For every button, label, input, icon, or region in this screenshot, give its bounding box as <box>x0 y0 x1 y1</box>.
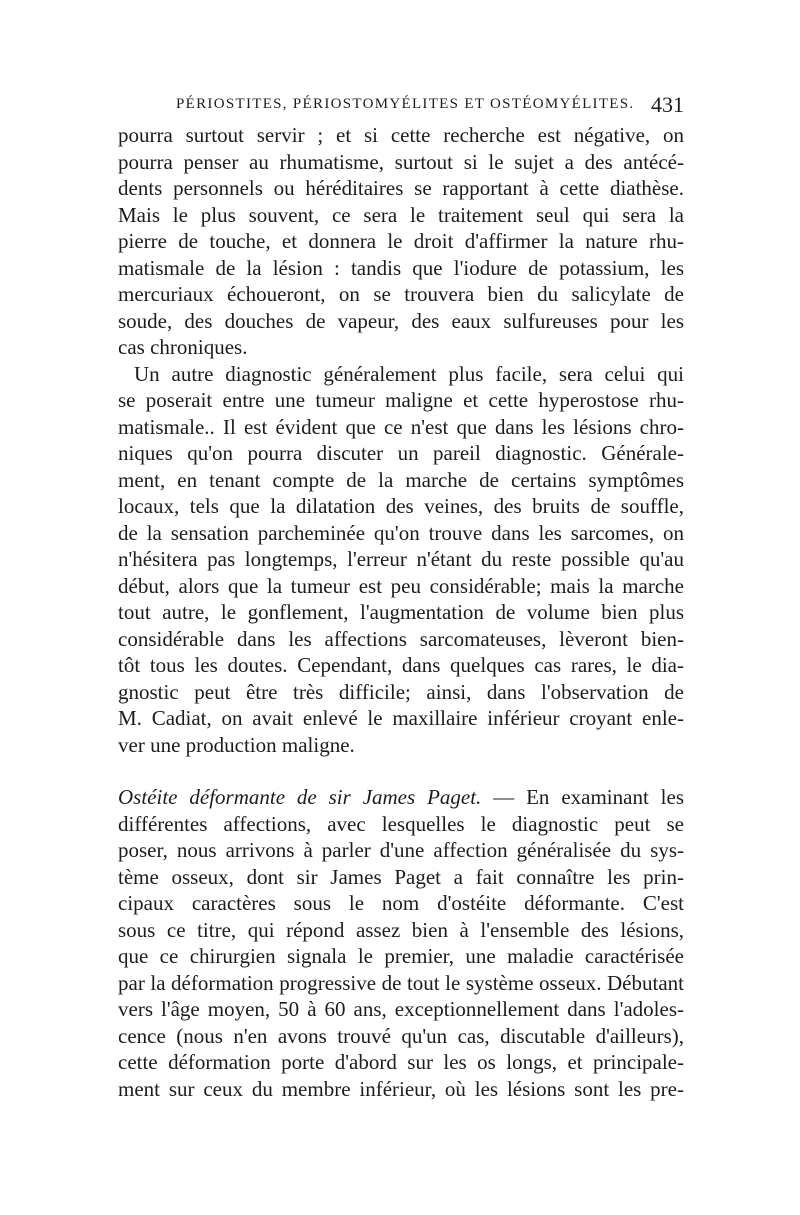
text-line: matismale de la lésion : tandis que l'iodure de potassium, les <box>118 255 684 280</box>
text-line: ment, en tenant compte de la marche de certains symptômes <box>118 467 684 492</box>
text-line: Mais le plus souvent, ce sera le traitement seul qui sera la <box>118 202 684 227</box>
text-line: ment sur ceux du membre inférieur, où les lésions sont les pre- <box>118 1076 684 1101</box>
paragraph-rheumatism <box>118 122 684 361</box>
text-line: cence (nous n'en avons trouvé qu'un cas, discutable d'ailleurs), <box>118 1023 684 1048</box>
text-line: pierre de touche, et donnera le droit d'affirmer la nature rhu- <box>118 229 684 253</box>
text-line: cas chroniques. <box>118 335 248 359</box>
text-line: ver une production maligne. <box>118 732 355 757</box>
text-line: que ce chirurgien signala le premier, une maladie caractérisée <box>118 944 684 968</box>
text-line: se poserait entre une tumeur maligne et cette hyperostose rhu- <box>118 388 684 412</box>
section-gap <box>118 758 684 784</box>
text-line: matismale.. Il est évident que ce n'est que dans les lésions chro- <box>118 414 684 439</box>
text-line: M. Cadiat, on avait enlevé le maxillaire inférieur croyant enle- <box>118 706 684 730</box>
body-text <box>118 122 684 1102</box>
section-heading: Ostéite déformante de sir James Paget. <box>118 785 482 809</box>
text-line: cette déformation porte d'abord sur les os longs, et principale- <box>118 1050 684 1074</box>
text-line: tème osseux, dont sir James Paget a fait connaître les prin- <box>118 864 684 889</box>
text-line: locaux, tels que la dilatation des veines, des bruits de souffle, <box>118 494 684 518</box>
page-header <box>118 92 688 122</box>
text-line: cipaux caractères sous le nom d'ostéite déformante. C'est <box>118 891 684 915</box>
text-line: gnostic peut être très difficile; ainsi, dans l'observation de <box>118 679 684 704</box>
paragraph-paget-osteitis <box>118 784 684 1102</box>
text-line: poser, nous arrivons à parler d'une affection généralisée du sys- <box>118 838 684 862</box>
text-line: considérable dans les affections sarcomateuses, lèveront bien- <box>118 626 684 651</box>
page-number: 431 <box>651 92 684 117</box>
heading-continuation: — En examinant les <box>481 785 685 809</box>
text-line: différentes affections, avec lesquelles le diagnostic peut se <box>118 811 684 836</box>
text-line: pourra penser au rhumatisme, surtout si le sujet a des antécé- <box>118 149 684 174</box>
text-line: tout autre, le gonflement, l'augmentation de volume bien plus <box>118 600 684 624</box>
text-line: tôt tous les doutes. Cependant, dans quelques cas rares, le dia- <box>118 653 684 677</box>
text-line: vers l'âge moyen, 50 à 60 ans, exceptionnellement dans l'adoles- <box>118 997 684 1021</box>
text-line: niques qu'on pourra discuter un pareil diagnostic. Générale- <box>118 441 684 465</box>
text-line <box>118 784 684 811</box>
text-line: soude, des douches de vapeur, des eaux sulfureuses pour les <box>118 308 684 333</box>
text-line: de la sensation parcheminée qu'on trouve dans les sarcomes, on <box>118 520 684 545</box>
text-line: par la déformation progressive de tout le système osseux. Débutant <box>118 970 684 995</box>
text-line: sous ce titre, qui répond assez bien à l'ensemble des lésions, <box>118 917 684 942</box>
text-line: mercuriaux échoueront, on se trouvera bien du salicylate de <box>118 282 684 306</box>
text-line: Un autre diagnostic généralement plus facile, sera celui qui <box>134 361 684 386</box>
text-line: pourra surtout servir ; et si cette recherche est négative, on <box>118 123 684 147</box>
text-line: n'hésitera pas longtemps, l'erreur n'étant du reste possible qu'au <box>118 547 684 571</box>
text-line: début, alors que la tumeur est peu considérable; mais la marche <box>118 573 684 598</box>
text-line: dents personnels ou héréditaires se rapportant à cette diathèse. <box>118 176 684 200</box>
paragraph-tumor-diagnosis <box>118 361 684 759</box>
running-title: PÉRIOSTITES, PÉRIOSTOMYÉLITES ET OSTÉOMYÉLITES. <box>176 96 635 112</box>
